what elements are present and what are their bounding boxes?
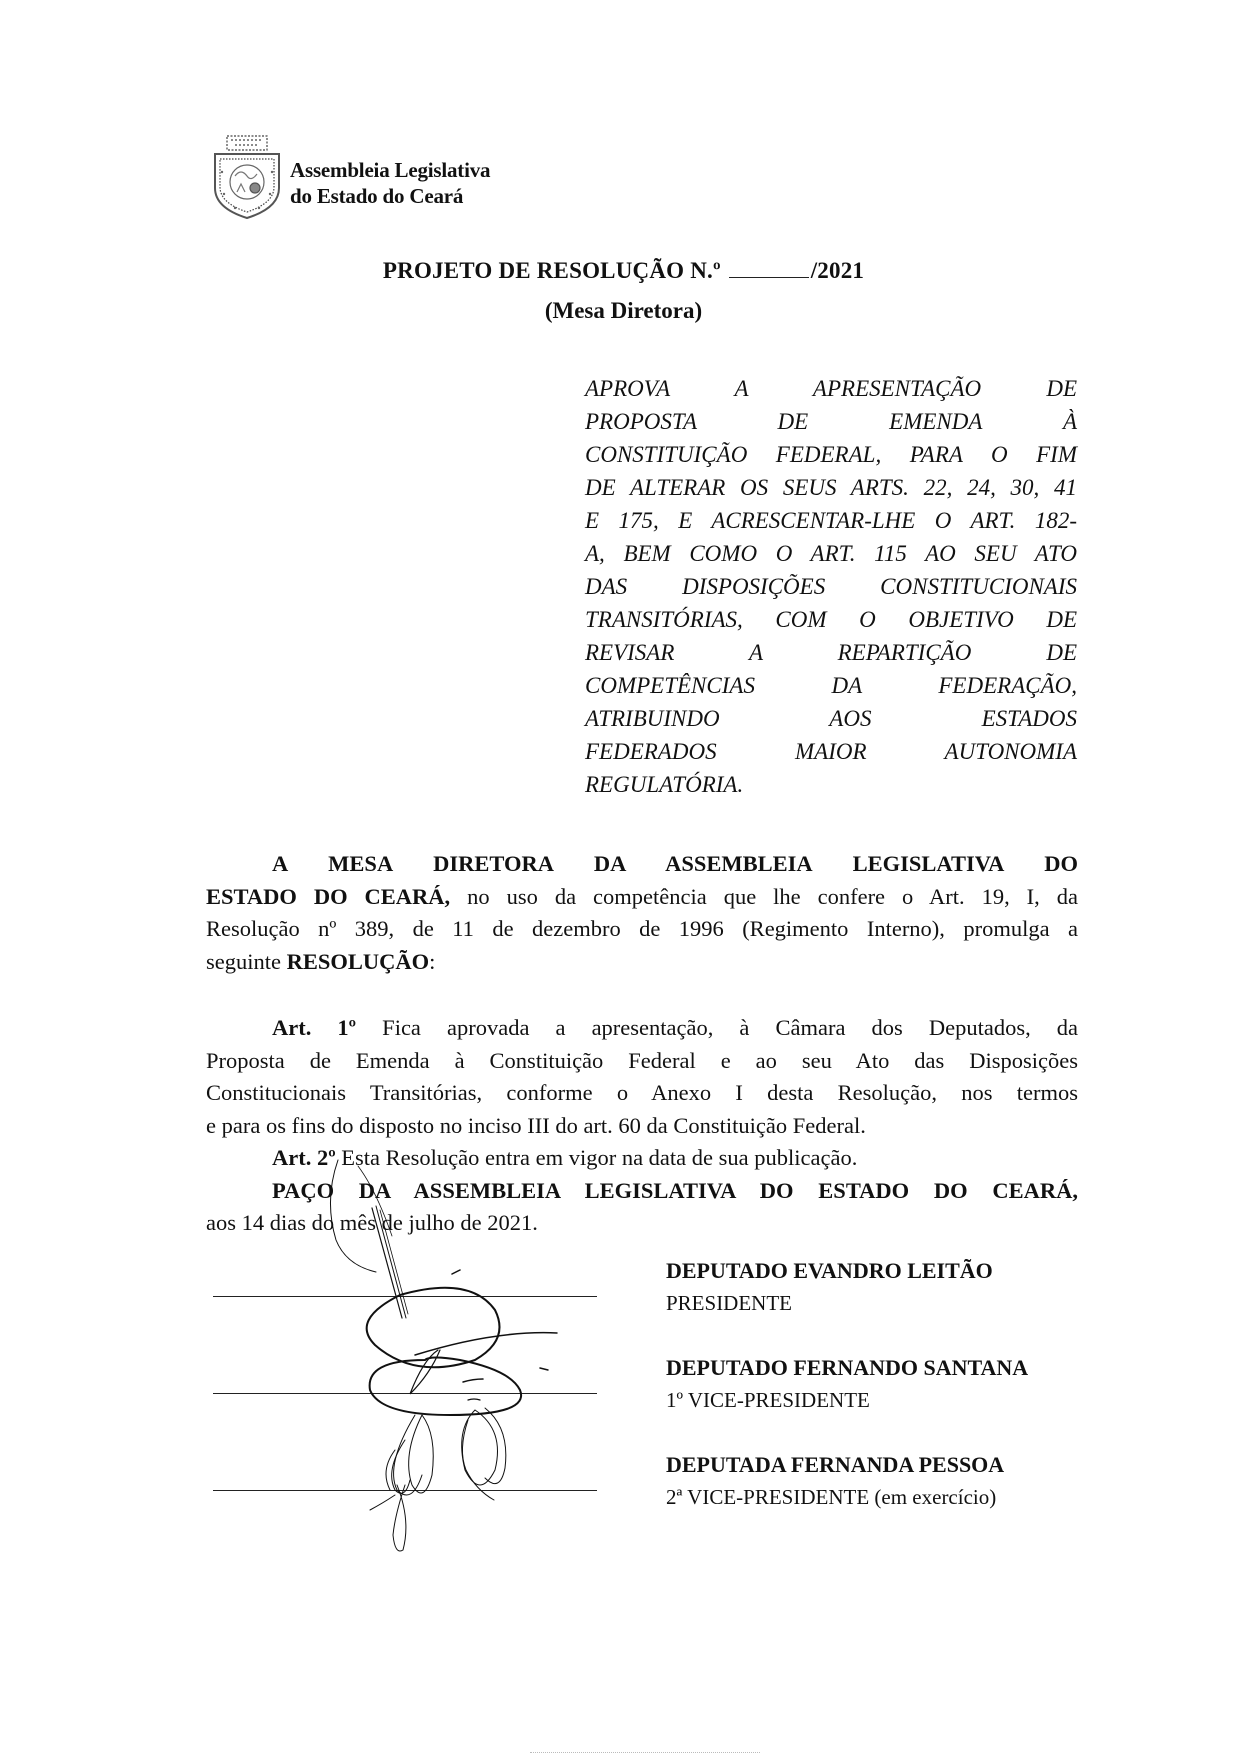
signatory-role: PRESIDENTE [666,1291,792,1315]
preamble-colon: : [429,948,436,974]
ementa-line: PROPOSTA DE EMENDA À [585,409,1077,434]
ementa [585,372,1077,801]
art1-line-1 [206,1012,1078,1045]
ementa-line: CONSTITUIÇÃO FEDERAL, PARA O FIM [585,442,1077,467]
art1-line-3: Constitucionais Transitórias, conforme o Anexo I desta Resolução, nos termos [206,1080,1078,1105]
preamble-line-3: Resolução nº 389, de 11 de dezembro de 1996 (Regimento Interno), promulga a [206,916,1078,941]
document-title [0,254,1247,288]
ementa-line: REVISAR A REPARTIÇÃO DE [585,640,1077,665]
title-year: /2021 [810,258,865,283]
ementa-line: APROVA A APRESENTAÇÃO DE [585,376,1077,401]
date-line: aos 14 dias do mês de julho de 2021. [206,1210,538,1235]
preamble-line-4-prefix: seguinte [206,948,287,974]
preamble-line-1: A MESA DIRETORA DA ASSEMBLEIA LEGISLATIVA DO [272,851,1078,876]
document-subtitle: (Mesa Diretora) [544,298,703,323]
signatory-role: 1º VICE-PRESIDENTE [666,1388,870,1412]
signatory-role: 2ª VICE-PRESIDENTE (em exercício) [666,1485,997,1509]
ementa-line: REGULATÓRIA. [585,772,744,797]
preamble-line-2: no uso da competência que lhe confere o Art. 19, I, da [450,883,1078,909]
ementa-line: FEDERADOS MAIOR AUTONOMIA [585,739,1077,764]
title-prefix: PROJETO DE RESOLUÇÃO N.º [382,258,721,283]
art2-text: Esta Resolução entra em vigor na data de sua publicação. [335,1145,858,1170]
ementa-line: ATRIBUINDO AOS ESTADOS [585,706,1077,731]
ementa-line: A, BEM COMO O ART. 115 AO SEU ATO [585,541,1077,566]
art1-label: Art. 1º [272,1015,357,1040]
paco-text: PAÇO DA ASSEMBLEIA LEGISLATIVA DO ESTADO DO CEARÁ, [272,1177,1078,1203]
signatory-name: DEPUTADO EVANDRO LEITÃO [666,1258,993,1283]
preamble [206,848,1078,978]
scan-artifact [530,1752,760,1755]
ementa-line: DAS DISPOSIÇÕES CONSTITUCIONAIS [585,574,1077,599]
org-line-1: Assembleia Legislativa [290,158,491,182]
ementa-line: COMPETÊNCIAS DA FEDERAÇÃO, [585,673,1077,698]
art1-line-4: e para os fins do disposto no inciso III do art. 60 da Constituição Federal. [206,1112,866,1138]
art2-label: Art. 2º [272,1145,336,1170]
ementa-line: TRANSITÓRIAS, COM O OBJETIVO DE [585,607,1077,632]
art1-text-1: Fica aprovada a apresentação, à Câmara dos Deputados, da [356,1015,1079,1040]
organization-name [290,157,490,209]
art1-line-2: Proposta de Emenda à Constituição Federal e ao seu Ato das Disposições [206,1047,1078,1073]
org-line-2: do Estado do Ceará [290,184,464,208]
signatory-name: DEPUTADO FERNANDO SANTANA [666,1355,1029,1380]
coat-of-arms-icon [207,132,287,222]
preamble-resolucao: RESOLUÇÃO [286,948,430,974]
ementa-line: E 175, E ACRESCENTAR-LHE O ART. 182- [585,508,1077,533]
signatory-name: DEPUTADA FERNANDA PESSOA [666,1452,1005,1477]
ementa-line: DE ALTERAR OS SEUS ARTS. 22, 24, 30, 41 [585,475,1077,500]
preamble-state: ESTADO DO CEARÁ, [206,883,451,909]
handwritten-signatures [200,1150,620,1570]
resolution-number-blank [729,257,809,278]
